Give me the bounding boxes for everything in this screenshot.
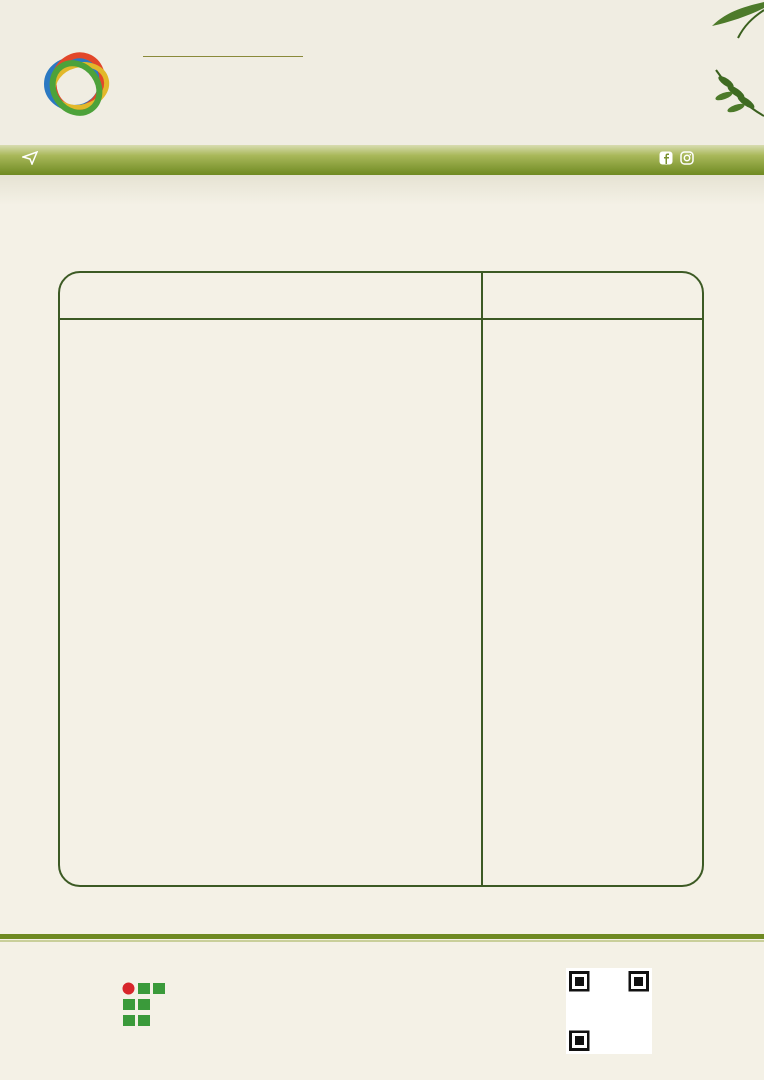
footer-rule: [0, 934, 764, 939]
event-title: [118, 52, 328, 63]
qr-code-icon[interactable]: [566, 968, 652, 1054]
instagram-icon: [680, 151, 694, 165]
leaf-decoration-icon: [708, 0, 764, 40]
info-bar: [0, 145, 764, 175]
send-icon: [22, 151, 38, 165]
column-divider: [481, 273, 483, 885]
divider: [143, 56, 303, 57]
social-handle[interactable]: [659, 149, 694, 169]
leaf-decoration-icon: [712, 66, 764, 122]
bar-shadow: [0, 175, 764, 205]
footer-rule-light: [0, 940, 764, 942]
instituto-federal-logo-icon: [122, 982, 168, 1028]
schedule-table: [58, 271, 704, 887]
event-logo-icon: [40, 50, 112, 118]
theme-block: [338, 50, 683, 59]
facebook-icon: [659, 151, 673, 165]
website-link[interactable]: [22, 149, 46, 169]
table-header: [60, 273, 702, 320]
header: [0, 0, 764, 145]
